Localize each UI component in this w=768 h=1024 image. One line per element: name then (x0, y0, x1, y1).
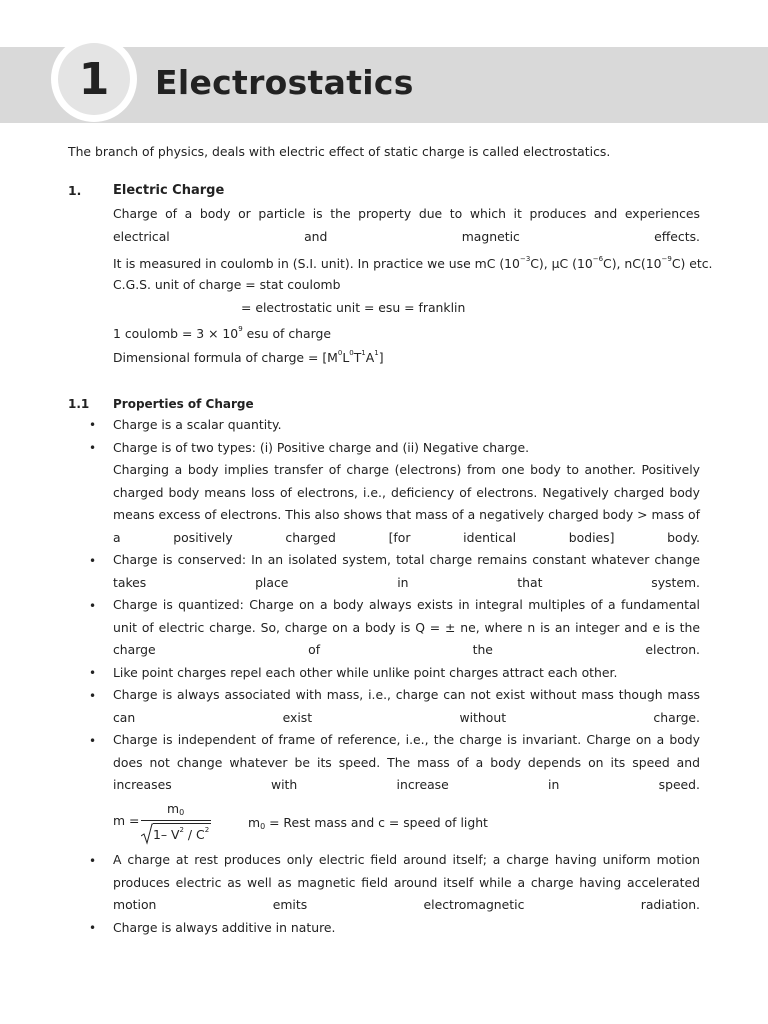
formula-numerator: $m_0$ (167, 801, 185, 817)
sqrt-sign-icon (141, 823, 153, 845)
intro-text: The branch of physics, deals with electric effect of static charge is called electrostatics. (68, 144, 611, 159)
fraction-bar (141, 820, 211, 821)
dimensional-formula: Dimensional formula of charge = $[M^0L^0T^1A^1]$ (113, 349, 384, 365)
section-1-1-title: Properties of Charge (113, 397, 254, 411)
property-item: Charge is a scalar quantity. (113, 417, 282, 432)
formula-lhs: m = (113, 813, 140, 828)
bullet-marker: • (89, 666, 97, 680)
section-1-title: Electric Charge (113, 183, 225, 198)
cgs-unit-line-2: = electrostatic unit = esu = franklin (241, 300, 466, 315)
bullet-marker: • (89, 441, 97, 455)
measured-line: It is measured in coulomb in (S.I. unit). In practice we use mC $(10^{-3}C)$, μC $(10^{-6}C)$, $nC(10^{-9}C)$ etc. (113, 255, 713, 271)
property-item: Charge is of two types: (i) Positive charge and (ii) Negative charge. (113, 440, 530, 455)
property-item: Charge is independent of frame of reference, i.e., the charge is invariant. Charge on a body does not change whatever be its speed. The mass of a body depends on its speed and increases with increase in speed. (113, 732, 700, 793)
property-item: Charge is always additive in nature. (113, 920, 336, 935)
property-item: Charge is conserved: In an isolated system, total charge remains constant whatever change takes place in that system. (113, 552, 700, 590)
charge-definition: Charge of a body or particle is the property due to which it produces and experiences electrical and magnetic effects. (113, 206, 700, 244)
section-1-1-number: 1.1 (68, 397, 90, 411)
chapter-title: Electrostatics (155, 63, 414, 102)
bullet-marker: • (89, 418, 97, 432)
formula-note: $m_0$ = Rest mass and c = speed of light (248, 815, 488, 831)
mass-formula (113, 801, 233, 847)
chapter-number-badge (51, 36, 137, 122)
bullet-marker: • (89, 734, 97, 748)
section-1-number: 1. (68, 183, 82, 198)
bullet-marker: • (89, 599, 97, 613)
coulomb-conversion: 1 coulomb = $3 \times 10^9$ esu of charge (113, 325, 331, 341)
property-item: Charging a body implies transfer of charge (electrons) from one body to another. Positively charged body means loss of electrons, i.e., deficiency of electrons. Negatively charged body means excess of electrons. This also shows that mass of a negatively charged body > mass of a positively charged [for identical bodies] body. (113, 462, 700, 545)
bullet-marker: • (89, 554, 97, 568)
bullet-marker: • (89, 689, 97, 703)
property-item: Like point charges repel each other while unlike point charges attract each other. (113, 665, 618, 680)
sqrt-bar (153, 823, 211, 824)
formula-denominator: 1– $V^2 / C^2$ (153, 826, 210, 842)
bullet-marker: • (89, 854, 97, 868)
chapter-number: 1 (58, 43, 130, 115)
property-item: Charge is always associated with mass, i.e., charge can not exist without mass though mass can exist without charge. (113, 687, 700, 725)
property-item: A charge at rest produces only electric field around itself; a charge having uniform motion produces electric as well as magnetic field around itself while a charge having accelerated motion emits electromagnetic radiation. (113, 852, 700, 913)
bullet-marker: • (89, 921, 97, 935)
cgs-unit-line: C.G.S. unit of charge = stat coulomb (113, 277, 341, 292)
property-item: Charge is quantized: Charge on a body always exists in integral multiples of a fundamental unit of electric charge. So, charge on a body is Q = ± ne, where n is an integer and e is the charge of the electron. (113, 597, 700, 658)
